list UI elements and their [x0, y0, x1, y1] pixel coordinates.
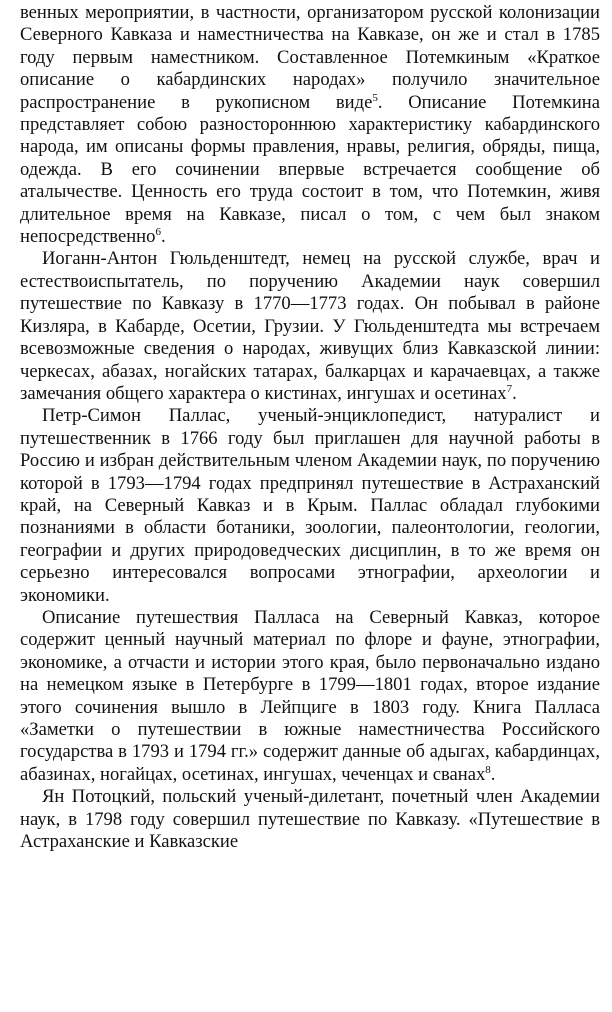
- paragraph-pallas: [20, 405, 600, 607]
- paragraph-potemkin: [20, 2, 600, 248]
- footnote-ref: 5: [372, 91, 378, 104]
- paragraph-end: .: [490, 763, 496, 785]
- footnote-ref: 8: [485, 763, 491, 776]
- footnote-ref: 6: [155, 225, 161, 238]
- paragraph-pallas-description: [20, 607, 600, 786]
- paragraph-guldenstedt: [20, 248, 600, 405]
- paragraph-potocki: [20, 786, 600, 853]
- paragraph-text: венных мероприятии, в частности, организатором русской колонизации Северного Кавказа и наместничества на Кавказе, он же и стал в 1785 году первым наместником. Составленное Потемкиным «Краткое описание о кабардинских народах» получило значительное распространение в рукописном виде: [20, 2, 600, 113]
- paragraph-text: Ян Потоцкий, польский ученый-дилетант, почетный член Академии наук, в 1798 году совершил путешествие по Кавказу. «Путешествие в Астраханские и Кавказские: [20, 786, 600, 853]
- paragraph-text: Иоганн-Антон Гюльденштедт, немец на русской службе, врач и естествоиспытатель, по поручению Академии наук совершил путешествие по Кавказу в 1770—1773 годах. Он побывал в районе Кизляра, в Кабарде, Осетии, Грузии. У Гюльденштедта мы встречаем всевозможные сведения о народах, живущих близ Кавказской линии: черкесах, абазах, ногайских татарах, балкарцах и карачаевцах, а также замечания общего характера о кистинах, ингушах и осетинах: [20, 248, 600, 404]
- paragraph-text: . Описание Потемкина представляет собою разностороннюю характеристику кабардинского народа, им описаны формы правления, нравы, религия, обряды, пища, одежда. В его сочинении впервые встречается сообщение об аталычестве. Ценность его труда состоит в том, что Потемкин, живя длительное время на Кавказе, писал о том, с чем был знаком непосредственно: [20, 91, 600, 248]
- paragraph-end: .: [160, 226, 166, 248]
- footnote-ref: 7: [506, 382, 513, 395]
- paragraph-end: .: [512, 382, 517, 404]
- paragraph-text: Описание путешествия Палласа на Северный Кавказ, которое содержит ценный научный материал по флоре и фауне, этнографии, экономике, а отчасти и истории этого края, было первоначально издано на немецком языке в Петербурге в 1799—1801 годах, второе издание этого сочинения вышло в Лейпциге в 1803 году. Книга Палласа «Заметки о путешествии в южные наместничества Российского государства в 1793 и 1794 гг.» содержит данные об адыгах, кабардинцах, абазинах, ногайцах, осетинах, ингушах, чеченцах и сванах: [20, 606, 600, 785]
- paragraph-text: Петр-Симон Паллас, ученый-энциклопедист, натуралист и путешественник в 1766 году был приглашен для научной работы в Россию и избран действительным членом Академии наук, по поручению которой в 1793—1794 годах предпринял путешествие в Астраханский край, на Северный Кавказ и в Крым. Паллас обладал глубокими познаниями в области ботаники, зоологии, палеонтологии, геологии, географии и других природоведческих дисциплин, в то же время он серьезно интересовался вопросами этнографии, археологии и экономики.: [20, 405, 600, 606]
